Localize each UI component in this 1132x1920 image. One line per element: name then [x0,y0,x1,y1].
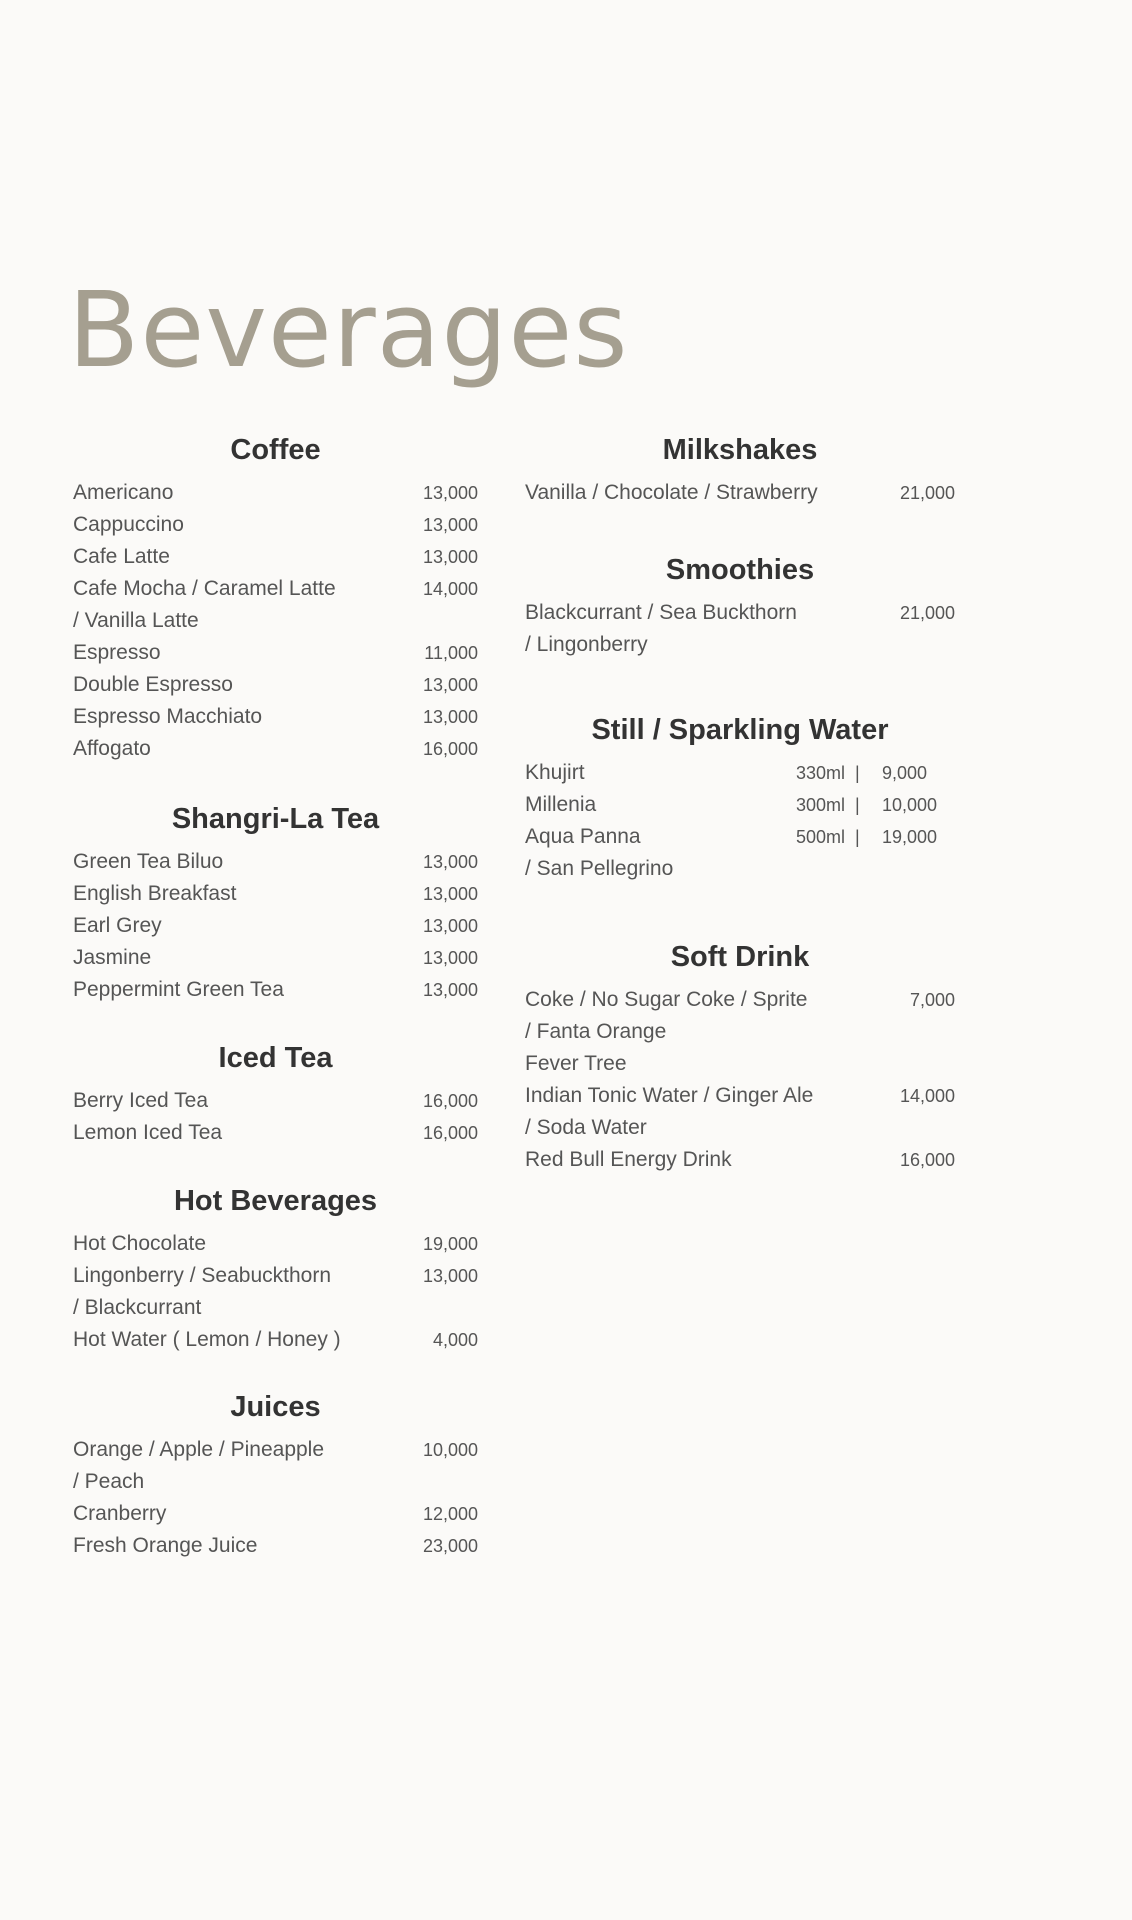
section-milkshakes [525,433,955,509]
item-price: 21,000 [899,603,955,623]
menu-item [525,853,955,885]
item-price: 13,000 [422,1266,478,1286]
item-name: Espresso Macchiato [73,705,263,728]
item-name: Espresso [73,641,161,664]
item-name: Blackcurrant / Sea Buckthorn [525,601,797,624]
item-name: Coke / No Sugar Coke / Sprite [525,988,808,1011]
menu-item [73,1292,478,1324]
item-name: Cappuccino [73,513,184,536]
menu-item [73,1498,478,1530]
item-volume: 330ml [795,763,845,783]
menu-item [73,477,478,509]
item-price: 13,000 [422,675,478,695]
item-price: 13,000 [422,980,478,1000]
item-price: 23,000 [422,1536,478,1556]
item-separator: | [855,795,860,815]
item-price: 12,000 [422,1504,478,1524]
item-name: Berry Iced Tea [73,1089,209,1112]
menu-item [525,597,955,629]
item-name: Millenia [525,793,597,816]
item-name: / Blackcurrant [73,1296,202,1319]
item-name: Aqua Panna [525,825,641,848]
item-name: Hot Chocolate [73,1232,207,1255]
item-price: 13,000 [422,547,478,567]
menu-item [73,1324,478,1356]
item-name: / Peach [73,1470,145,1493]
section-juices [73,1390,478,1562]
menu-item [525,1112,955,1144]
menu-item [73,733,478,765]
section-title: Hot Beverages [173,1185,378,1217]
item-price: 11,000 [424,643,478,663]
item-price: 16,000 [422,1123,478,1143]
item-name: Double Espresso [73,673,233,696]
item-name: Fresh Orange Juice [73,1534,258,1557]
page-title: Beverages [68,269,629,391]
item-volume: 300ml [795,795,845,815]
section-title: Coffee [230,434,321,466]
menu-item [73,1530,478,1562]
item-name: Affogato [73,737,151,760]
item-price: 10,000 [422,1440,478,1460]
menu-item [73,637,478,669]
item-name: Cafe Latte [73,545,170,568]
item-price: 10,000 [882,795,938,815]
menu-item [525,789,955,821]
item-price: 16,000 [422,739,478,759]
item-name: Cranberry [73,1502,167,1525]
item-price: 19,000 [882,827,938,847]
section-title: Smoothies [665,554,815,586]
menu-item [73,605,478,637]
item-name: Cafe Mocha / Caramel Latte [73,577,336,600]
item-price: 14,000 [422,579,478,599]
section-iced-tea [73,1041,478,1149]
menu-item [525,821,955,853]
menu-item [73,509,478,541]
menu-item [73,669,478,701]
menu-item [73,701,478,733]
item-name: Americano [73,481,174,504]
menu-item [525,1080,955,1112]
item-name: Peppermint Green Tea [73,978,284,1001]
item-price: 13,000 [422,916,478,936]
item-name: / Lingonberry [525,633,648,656]
menu-item [73,878,478,910]
item-price: 21,000 [899,483,955,503]
menu-item [73,1260,478,1292]
menu-item [525,477,955,509]
section-title: Soft Drink [670,941,810,973]
menu-item [525,1048,955,1080]
section-title: Still / Sparkling Water [591,714,889,746]
menu-item [525,757,955,789]
section-hot-beverages [73,1184,478,1356]
item-price: 14,000 [899,1086,955,1106]
section-coffee [73,433,478,765]
item-price: 16,000 [899,1150,955,1170]
menu-item [73,846,478,878]
item-name: English Breakfast [73,882,237,905]
menu-item [525,984,955,1016]
item-name: / Soda Water [525,1116,647,1139]
menu-item [525,1144,955,1176]
item-price: 19,000 [422,1234,478,1254]
section-soft-drink [525,940,955,1176]
item-name: Hot Water ( Lemon / Honey ) [73,1328,341,1351]
section-title: Shangri-La Tea [171,803,380,835]
section-title: Milkshakes [662,434,818,466]
item-name: Fever Tree [525,1052,627,1075]
section-smoothies [525,553,955,661]
section-still-sparkling-water [525,713,955,885]
item-price: 13,000 [422,707,478,727]
menu-item [73,1085,478,1117]
menu-item [73,942,478,974]
item-price: 13,000 [422,483,478,503]
section-title: Juices [230,1391,321,1423]
section-shangri-la-tea [73,802,478,1006]
menu-item [525,629,955,661]
menu-item [525,1016,955,1048]
item-name: / San Pellegrino [525,857,674,880]
item-price: 9,000 [882,763,928,783]
menu-item [73,1117,478,1149]
item-price: 13,000 [422,884,478,904]
menu-item [73,974,478,1006]
item-name: / Fanta Orange [525,1020,667,1043]
menu-item [73,1434,478,1466]
item-name: Earl Grey [73,914,162,937]
item-price: 16,000 [422,1091,478,1111]
item-separator: | [855,763,860,783]
section-title: Iced Tea [218,1042,333,1074]
item-name: Indian Tonic Water / Ginger Ale [525,1084,814,1107]
item-name: Jasmine [73,946,152,969]
menu-item [73,1228,478,1260]
item-name: Vanilla / Chocolate / Strawberry [525,481,818,504]
item-name: Green Tea Biluo [73,850,224,873]
item-name: Red Bull Energy Drink [525,1148,732,1171]
item-price: 7,000 [909,990,955,1010]
item-name: / Vanilla Latte [73,609,199,632]
menu-item [73,1466,478,1498]
item-name: Lemon Iced Tea [73,1121,223,1144]
menu-item [73,910,478,942]
item-price: 13,000 [422,852,478,872]
menu-item [73,573,478,605]
item-separator: | [855,827,860,847]
item-price: 13,000 [422,515,478,535]
item-name: Lingonberry / Seabuckthorn [73,1264,331,1287]
item-name: Orange / Apple / Pineapple [73,1438,325,1461]
item-name: Khujirt [525,761,585,784]
item-volume: 500ml [795,827,845,847]
item-price: 4,000 [432,1330,478,1350]
menu-item [73,541,478,573]
item-price: 13,000 [422,948,478,968]
